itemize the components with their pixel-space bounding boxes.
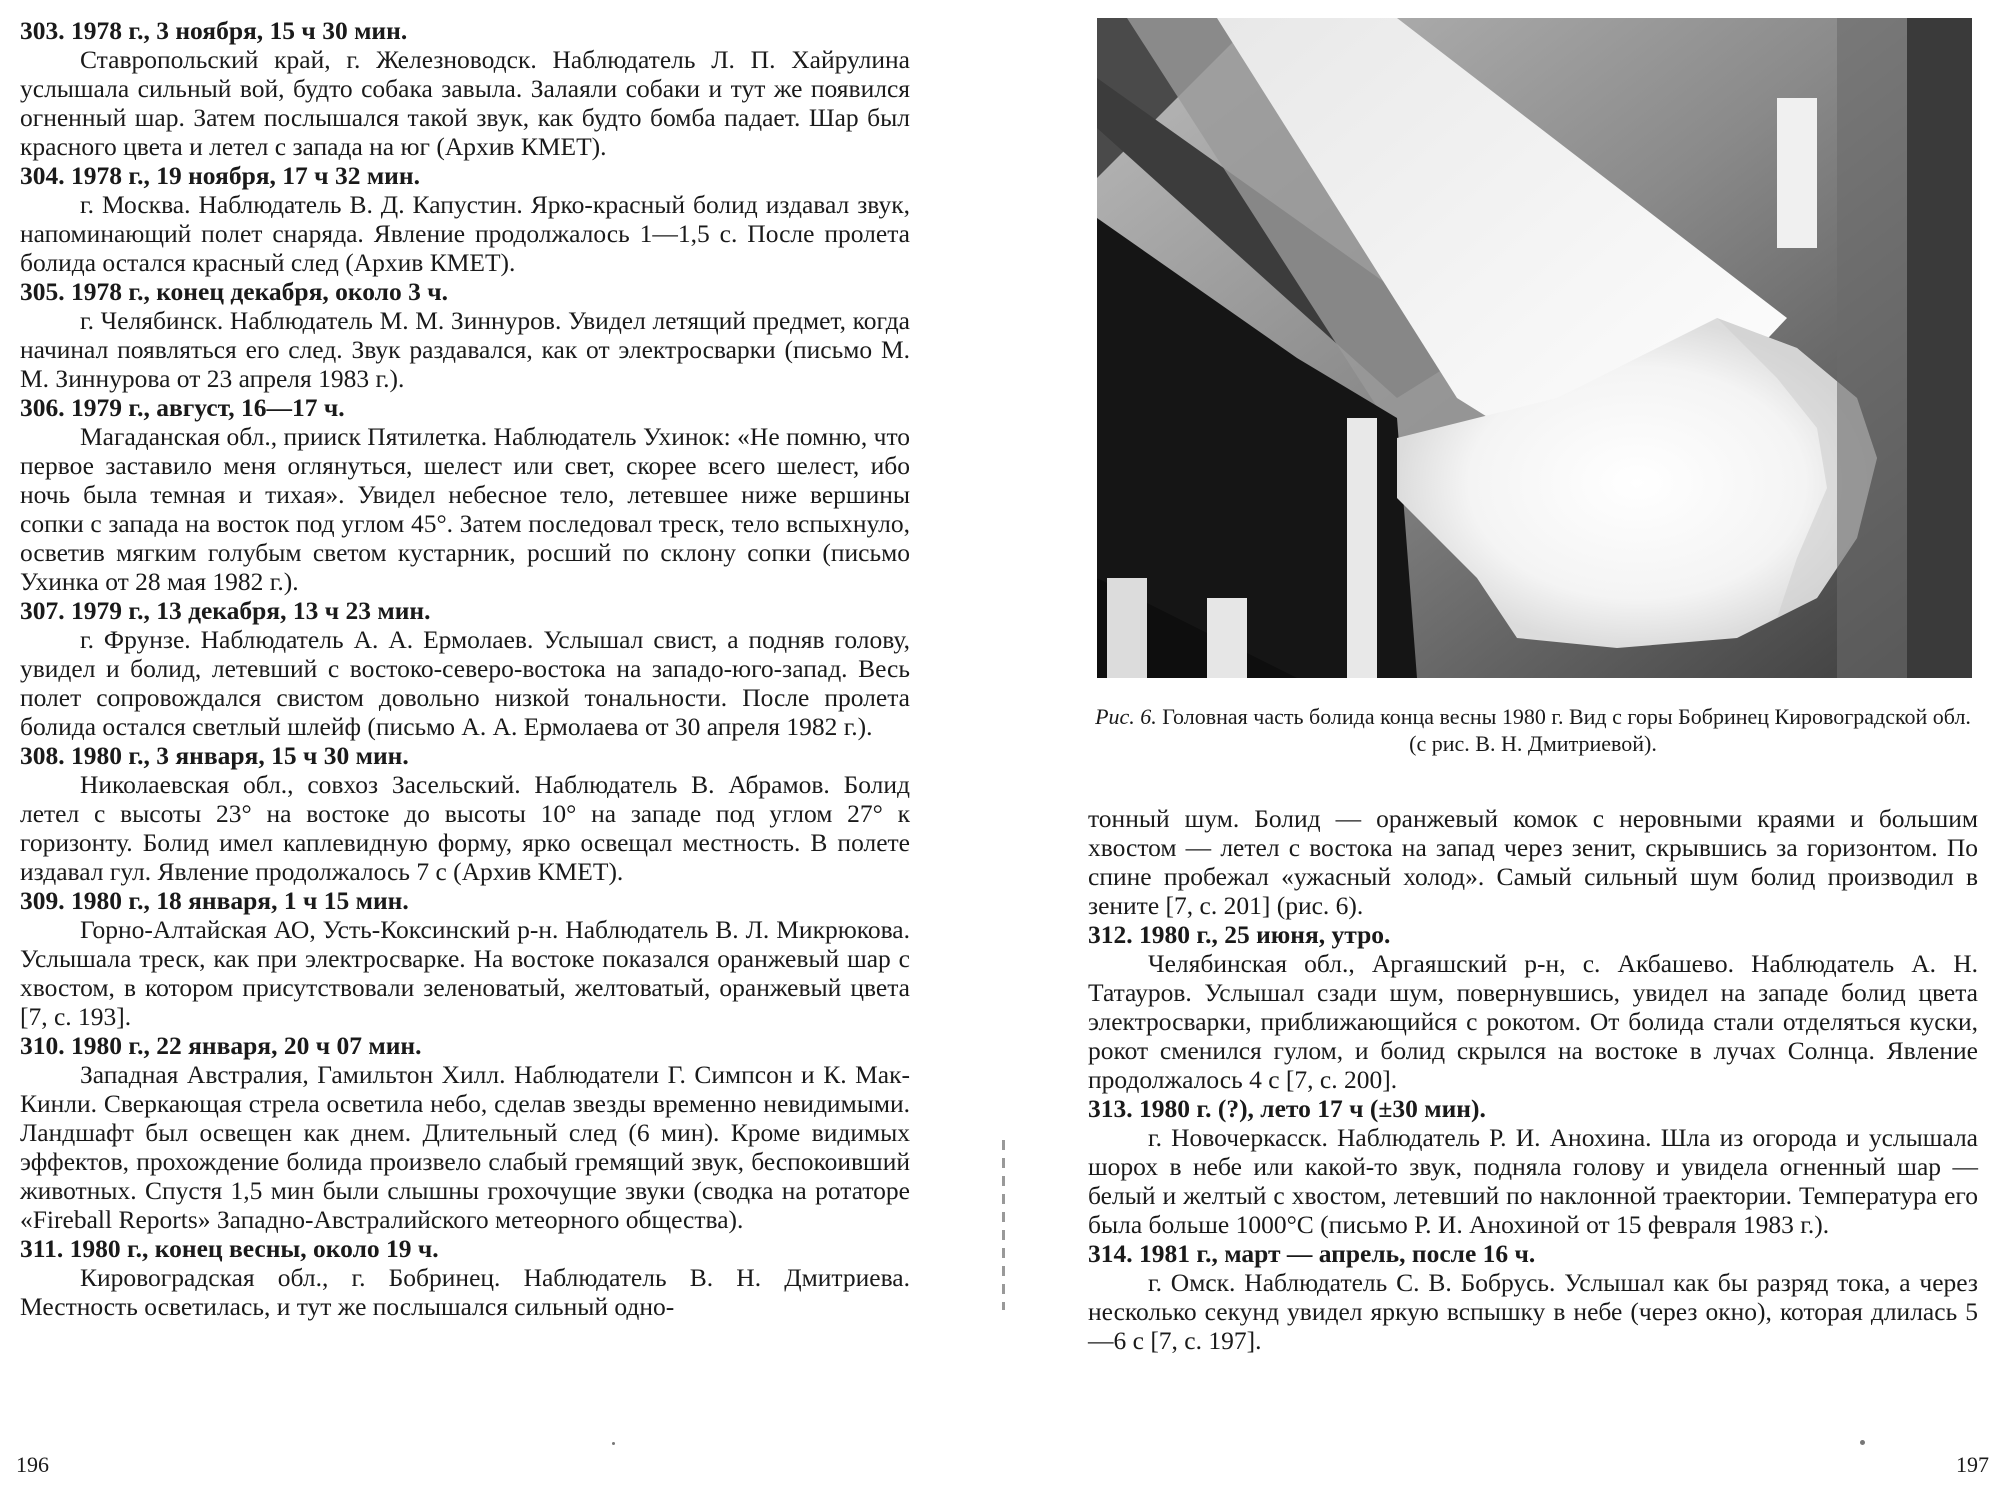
entry-303: [20, 16, 910, 161]
entry-heading: 305. 1978 г., конец декабря, около 3 ч.: [20, 277, 448, 306]
entry-heading: 304. 1978 г., 19 ноября, 17 ч 32 мин.: [20, 161, 420, 190]
entry-heading: 314. 1981 г., март — апрель, после 16 ч.: [1088, 1239, 1536, 1268]
entry-text: Челябинская обл., Аргаяшский р-н, с. Акбашево. Наблюдатель А. Н. Татауров. Услышал сзади шум, повернувшись, увидел на западе болид цвета электросварки, приближающийся с рокотом. От болида стали отделяться куски, рокот сменился гулом, и болид скрылся на востоке в лучах Солнца. Явление продолжалось 4 с [7, с. 200].: [1088, 949, 1978, 1094]
entry-308: [20, 741, 910, 886]
right-mid-strip: [1837, 18, 1907, 678]
entry-text: г. Фрунзе. Наблюдатель А. А. Ермолаев. Услышал свист, а подняв голову, увидел и болид, летевший с востоко-северо-востока на западо-юго-запад. Весь полет сопровождался свистом довольно низкой тональности. После пролета болида остался светлый шлейф (письмо А. А. Ермолаева от 30 апреля 1982 г.).: [20, 625, 910, 741]
entry-text: тонный шум. Болид — оранжевый комок с неровными краями и большим хвостом — летел с востока на запад через зенит, скрывшись за горизонтом. По спине пробежал «ужасный холод». Самый сильный шум болид производил в зените [7, с. 201] (рис. 6).: [1088, 804, 1978, 920]
entry-305: [20, 277, 910, 393]
entry-text: г. Омск. Наблюдатель С. В. Бобрусь. Услышал как бы разряд тока, а через несколько секунд увидел яркую вспышку в небе (через окно), которая длилась 5—6 с [7, с. 197].: [1088, 1268, 1978, 1355]
entry-text: Горно-Алтайская АО, Усть-Коксинский р-н. Наблюдатель В. Л. Микрюкова. Услышала треск, как при электросварке. На востоке показался оранжевый шар с хвостом, в котором присутствовали зеленоватый, желтоватый, оранжевый цвета [7, с. 193].: [20, 915, 910, 1031]
entry-311-continuation: [1088, 804, 1978, 920]
entry-heading: 306. 1979 г., август, 16—17 ч.: [20, 393, 345, 422]
entry-312: [1088, 920, 1978, 1094]
entry-304: [20, 161, 910, 277]
entry-310: [20, 1031, 910, 1234]
entry-text: Магаданская обл., прииск Пятилетка. Наблюдатель Ухинок: «Не помню, что первое заставило меня оглянуться, шелест или свет, скорее всего шелест, ибо ночь была темная и тихая». Увидел небесное тело, летевшее ниже вершины сопки с запада на восток под углом 45°. Затем последовал треск, тело вспыхнуло, осветив мягким голубым светом кустарник, росший по склону сопки (письмо Ухинка от 28 мая 1982 г.).: [20, 422, 910, 596]
entry-309: [20, 886, 910, 1031]
entry-text: Кировоградская обл., г. Бобринец. Наблюдатель В. Н. Дмитриева. Местность осветилась, и тут же послышался сильный одно-: [20, 1263, 910, 1321]
entry-heading: 312. 1980 г., 25 июня, утро.: [1088, 920, 1391, 949]
light-pillar-2: [1107, 578, 1147, 678]
print-speck: [612, 1442, 615, 1445]
entry-314: [1088, 1239, 1978, 1355]
page-number: 196: [16, 1452, 49, 1477]
entry-text: г. Москва. Наблюдатель В. Д. Капустин. Ярко-красный болид издавал звук, напоминающий полет снаряда. Явление продолжалось 1—1,5 с. После пролета болида остался красный след (Архив КМЕТ).: [20, 190, 910, 277]
left-text-column: [20, 16, 910, 1321]
entry-text: Николаевская обл., совхоз Засельский. Наблюдатель В. Абрамов. Болид летел с высоты 23° на востоке до высоты 10° на западе под углом 27° к горизонту. Болид имел каплевидную форму, ярко освещал местность. В полете издавал гул. Явление продолжалось 7 с (Архив КМЕТ).: [20, 770, 910, 886]
entry-text: г. Челябинск. Наблюдатель М. М. Зиннуров. Увидел летящий предмет, когда начинал появляться его след. Звук раздавался, как от электросварки (письмо М. М. Зиннурова от 23 апреля 1983 г.).: [20, 306, 910, 393]
light-pillar-4: [1777, 98, 1817, 248]
entry-307: [20, 596, 910, 741]
entry-306: [20, 393, 910, 596]
entry-heading: 313. 1980 г. (?), лето 17 ч (±30 мин).: [1088, 1094, 1486, 1123]
entry-heading: 311. 1980 г., конец весны, около 19 ч.: [20, 1234, 439, 1263]
entry-311: [20, 1234, 910, 1321]
page-number: 197: [1956, 1452, 1989, 1477]
light-pillar-3: [1207, 598, 1247, 678]
entry-text: Ставропольский край, г. Железноводск. Наблюдатель Л. П. Хайрулина услышала сильный вой, будто собака завыла. Залаяли собаки и тут же появился огненный шар. Затем послышался такой звук, как будто бомба падает. Шар был красного цвета и летел с запада на юг (Архив КМЕТ).: [20, 45, 910, 161]
entry-heading: 308. 1980 г., 3 января, 15 ч 30 мин.: [20, 741, 409, 770]
entry-text: Западная Австралия, Гамильтон Хилл. Наблюдатели Г. Симпсон и К. Мак-Кинли. Сверкающая стрела осветила небо, сделав звезды временно невидимыми. Ландшафт был освещен как днем. Длительный след (6 мин). Кроме видимых эффектов, прохождение болида произвело слабый гремящий звук, беспокоивший животных. Спустя 1,5 мин были слышны грохочущие звуки (сводка на ротаторе «Fireball Reports» Западно-Австралийского метеорного общества).: [20, 1060, 910, 1234]
figure-label: Рис. 6.: [1095, 704, 1157, 729]
entry-heading: 309. 1980 г., 18 января, 1 ч 15 мин.: [20, 886, 409, 915]
entry-heading: 310. 1980 г., 22 января, 20 ч 07 мин.: [20, 1031, 422, 1060]
figure-caption: [1088, 703, 1978, 757]
entry-heading: 303. 1978 г., 3 ноября, 15 ч 30 мин.: [20, 16, 408, 45]
entry-313: [1088, 1094, 1978, 1239]
entry-text: г. Новочеркасск. Наблюдатель Р. И. Анохина. Шла из огорода и услышала шорох в небе или какой-то звук, подняла голову и увидела огненный шар — белый и желтый с хвостом, летевший по наклонной траектории. Температура его была больше 1000°С (письмо Р. И. Анохиной от 15 февраля 1983 г.).: [1088, 1123, 1978, 1239]
fireball-illustration: [1097, 18, 1972, 678]
right-text-column: [1088, 804, 1978, 1355]
figure-caption-text: Головная часть болида конца весны 1980 г. Вид с горы Бобринец Кировоградской обл. (с рис. В. Н. Дмитриевой).: [1162, 704, 1971, 756]
print-speck: [1860, 1440, 1865, 1445]
right-dark-strip: [1907, 18, 1972, 678]
fireball-figure: [1097, 18, 1972, 678]
light-pillar-1: [1347, 418, 1377, 678]
entry-heading: 307. 1979 г., 13 декабря, 13 ч 23 мин.: [20, 596, 431, 625]
